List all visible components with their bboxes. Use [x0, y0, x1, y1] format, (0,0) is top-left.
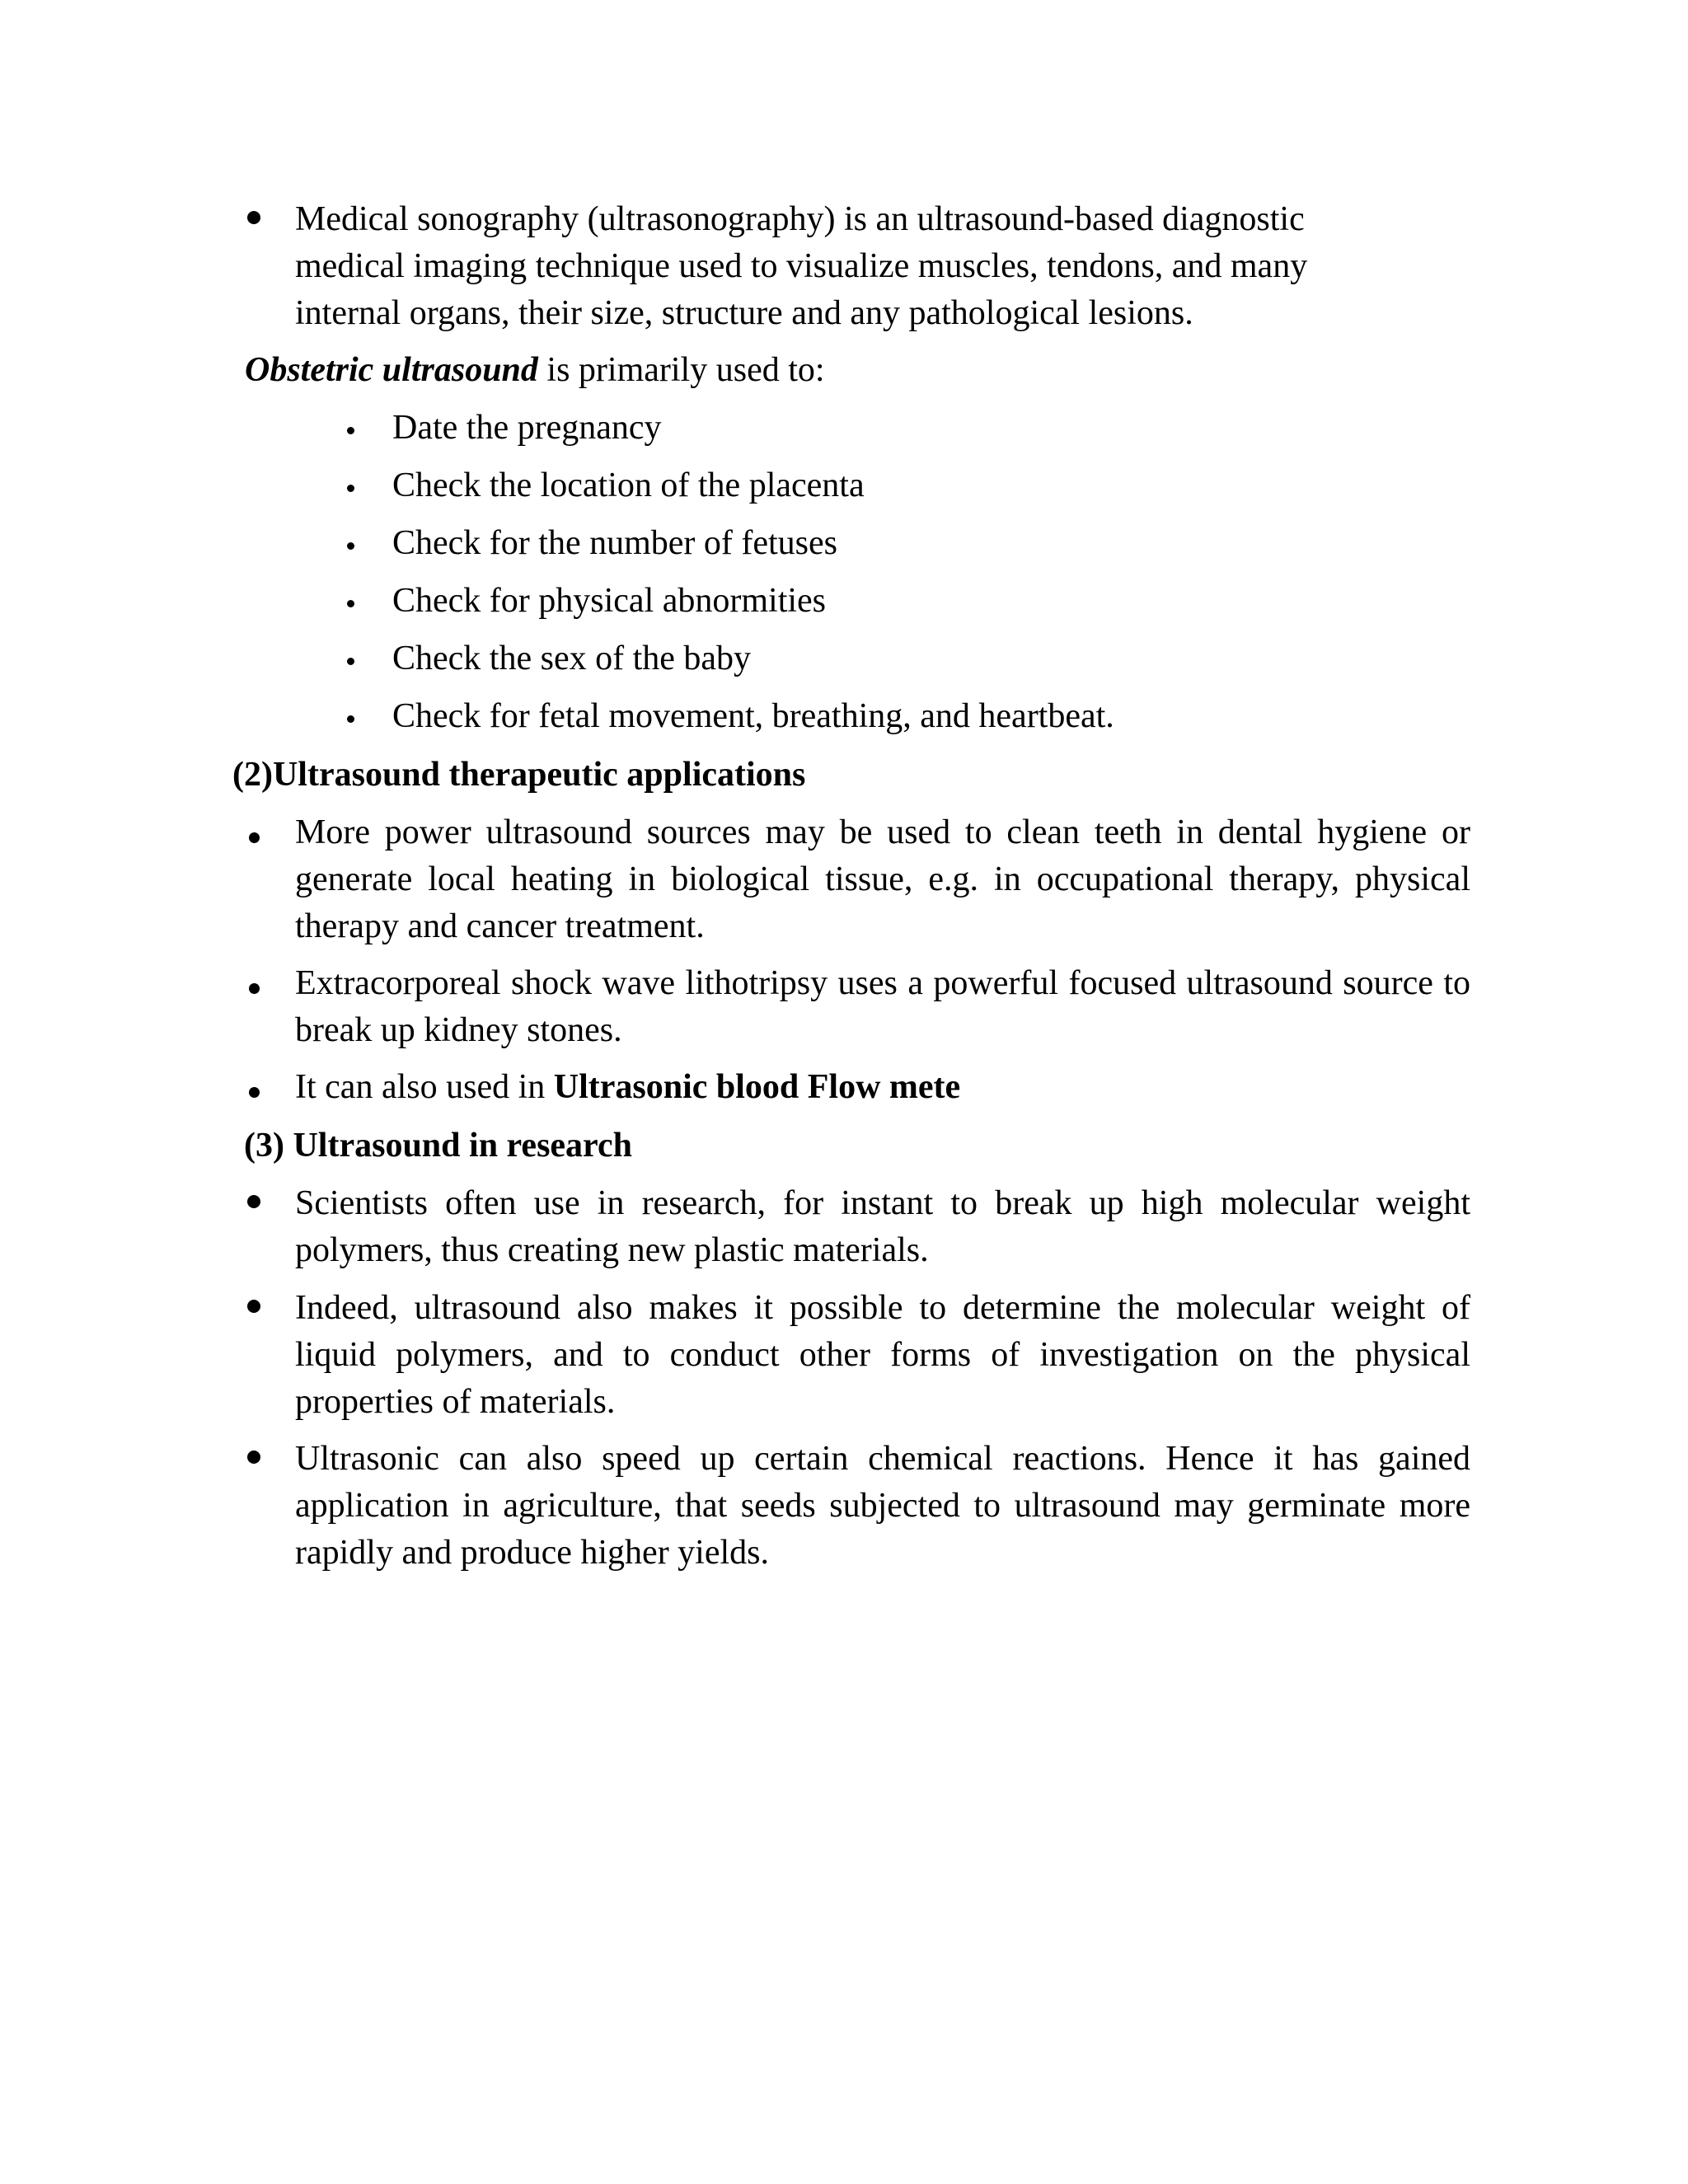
obstetric-rest: is primarily used to:	[537, 351, 825, 389]
bullet-dot	[247, 1300, 260, 1313]
bullet-dot	[249, 832, 260, 843]
list-item: Check for fetal movement, breathing, and heartbeat.	[392, 697, 1114, 735]
paragraph-polymers: Scientists often use in research, for instant to break up high molecular weight polymers, thus creating new plastic materials.	[295, 1184, 1470, 1269]
sub-bullet-dot	[347, 715, 354, 723]
bullet-dot	[247, 211, 260, 224]
obstetric-intro	[245, 347, 825, 394]
paragraph-lithotripsy: Extracorporeal shock wave lithotripsy uses a powerful focused ultrasound source to break up kidney stones.	[295, 964, 1470, 1049]
sub-bullet-dot	[347, 427, 354, 434]
blood-flow-prefix: It can also used in	[295, 1068, 554, 1106]
bullet-dot	[247, 1195, 260, 1208]
bullet-dot	[247, 1451, 260, 1464]
list-item: Check the location of the placenta	[392, 466, 865, 504]
list-item: Check for physical abnormities	[392, 582, 827, 620]
list-item: Check for the number of fetuses	[392, 524, 837, 562]
blood-flow-term: Ultrasonic blood Flow mete	[553, 1068, 961, 1106]
list-item: Check the sex of the baby	[392, 640, 752, 677]
section-heading-therapeutic: (2)Ultrasound therapeutic applications	[232, 756, 806, 794]
sub-bullet-dot	[347, 542, 354, 550]
bullet-dot	[249, 983, 260, 994]
paragraph-blood-flow	[295, 1064, 1470, 1111]
obstetric-term: Obstetric ultrasound	[245, 351, 538, 389]
section-heading-research: (3) Ultrasound in research	[244, 1127, 632, 1165]
sub-bullet-dot	[347, 600, 354, 607]
paragraph-molecular-weight: Indeed, ultrasound also makes it possible to determine the molecular weight of liquid polymers, and to conduct other forms of investigation on the physical properties of materials.	[295, 1289, 1470, 1421]
list-item: Date the pregnancy	[392, 409, 662, 447]
paragraph-power-ultrasound: More power ultrasound sources may be used to clean teeth in dental hygiene or generate local heating in biological tissue, e.g. in occupational therapy, physical therapy and cancer treatment.	[295, 813, 1470, 945]
bullet-dot	[249, 1087, 260, 1098]
paragraph-medical-sonography: Medical sonography (ultrasonography) is an ultrasound-based diagnostic medical imaging technique used to visualize muscles, tendons, and many internal organs, their size, structure and any pathological lesions.	[295, 200, 1308, 332]
paragraph-chemical-reactions: Ultrasonic can also speed up certain chemical reactions. Hence it has gained application in agriculture, that seeds subjected to ultrasound may germinate more rapidly and produce higher yields.	[295, 1440, 1470, 1572]
sub-bullet-dot	[347, 485, 354, 492]
sub-bullet-dot	[347, 658, 354, 665]
